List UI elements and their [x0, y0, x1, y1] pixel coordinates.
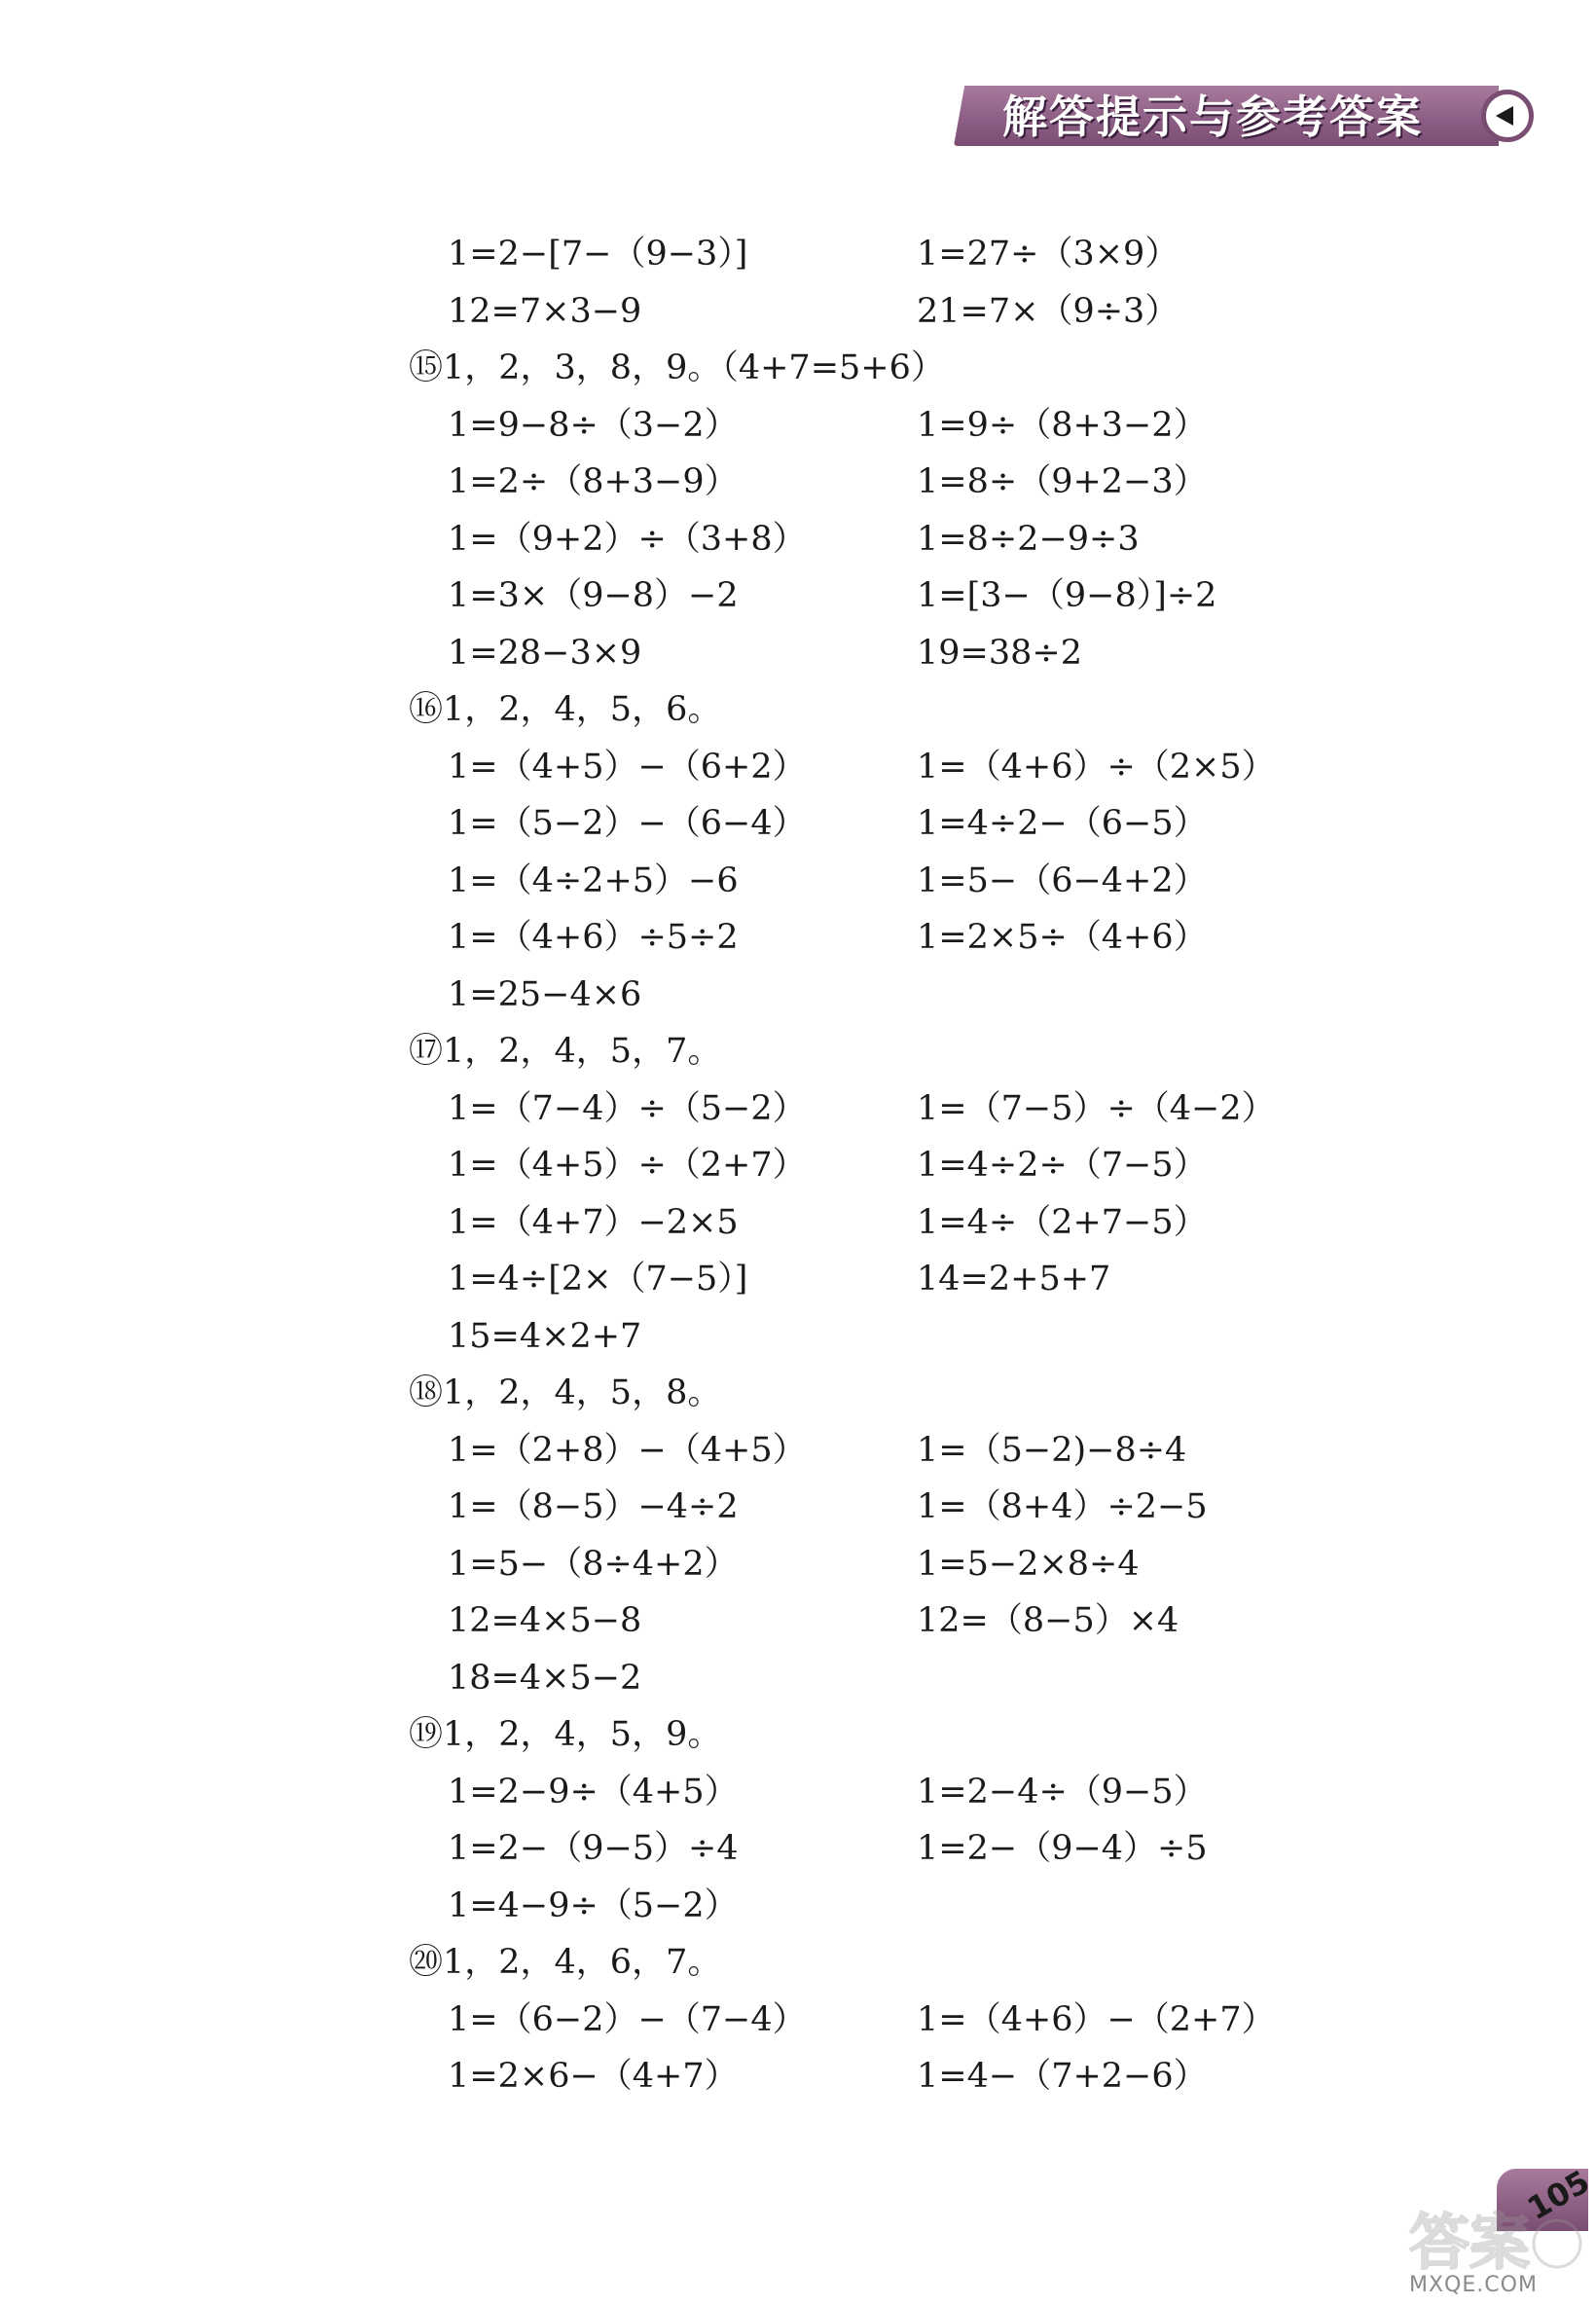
answer-left: 1=（5−2）−（6−4） [448, 804, 807, 843]
answer-row [409, 454, 1382, 511]
problem-heading [409, 1706, 1382, 1764]
answer-row [409, 853, 1382, 910]
answer-right: 12=（8−5）×4 [917, 1601, 1179, 1640]
answer-left: 1=2−[7−（9−3）] [448, 235, 748, 274]
answer-row [409, 1308, 1382, 1366]
answer-right: 1=（4+6）÷（2×5） [917, 747, 1276, 787]
answer-left: 1=（4+5）−（6+2） [448, 747, 807, 787]
answer-left: 1=4−9÷（5−2） [448, 1885, 739, 1925]
answer-right: 1=2−（9−4）÷5 [917, 1829, 1208, 1868]
answer-row [409, 511, 1382, 568]
answer-row [409, 1137, 1382, 1194]
answer-left: 15=4×2+7 [448, 1316, 642, 1356]
answer-left: 1=2×6−（4+7） [448, 2057, 739, 2096]
answer-row [409, 1820, 1382, 1878]
answer-left: 12=4×5−8 [448, 1601, 642, 1640]
answer-row [409, 909, 1382, 967]
answer-row [409, 1992, 1382, 2049]
answer-row [409, 1878, 1382, 1935]
answer-right: 1=4−（7+2−6） [917, 2057, 1208, 2096]
answer-left: 1=4÷[2×（7−5）] [448, 1260, 748, 1299]
answer-right: 1=5−2×8÷4 [917, 1544, 1140, 1584]
problem-title: ⑳1，2，4，6，7。 [409, 1943, 722, 1982]
watermark-text: MXQE.COM [1409, 2273, 1538, 2297]
answer-left: 1=（2+8）−（4+5） [448, 1430, 807, 1470]
problem-title: ⑮1，2，3，8，9。（4+7=5+6） [409, 348, 945, 387]
answer-row [409, 1536, 1382, 1593]
answer-right: 1=4÷2−（6−5） [917, 804, 1208, 843]
answer-row [409, 2048, 1382, 2105]
answer-row [409, 226, 1382, 283]
answer-left: 1=（4÷2+5）−6 [448, 860, 739, 900]
answer-right: 1=（8+4）÷2−5 [917, 1487, 1208, 1526]
problem-heading [409, 1023, 1382, 1080]
answer-right: 1=（7−5）÷（4−2） [917, 1088, 1276, 1128]
answer-right: 1=27÷（3×9） [917, 235, 1179, 274]
problem-title: ⑱1，2，4，5，8。 [409, 1373, 722, 1412]
svg-text:答案: 答案 [1409, 2207, 1531, 2278]
answer-row [409, 397, 1382, 455]
answer-left: 1=（7−4）÷（5−2） [448, 1088, 807, 1128]
problem-heading [409, 1365, 1382, 1422]
answer-left: 1=（4+7）−2×5 [448, 1202, 739, 1242]
answer-row [409, 567, 1382, 625]
answer-left: 12=7×3−9 [448, 291, 642, 331]
problem-heading [409, 340, 1382, 397]
page-number: 105 [1520, 2162, 1596, 2228]
answer-row [409, 1422, 1382, 1480]
answer-row [409, 739, 1382, 796]
problem-title: ⑰1，2，4，5，7。 [409, 1032, 722, 1071]
answer-left: 1=2−9÷（4+5） [448, 1772, 739, 1811]
answer-right: 1=4÷（2+7−5） [917, 1202, 1208, 1242]
answer-right: 1=5−（6−4+2） [917, 860, 1208, 900]
answer-right: 1=9÷（8+3−2） [917, 405, 1208, 445]
answer-left: 1=5−（8÷4+2） [448, 1544, 739, 1584]
answer-row [409, 1251, 1382, 1308]
answer-right: 1=（5−2)−8÷4 [917, 1430, 1187, 1470]
problem-heading [409, 681, 1382, 739]
problem-title: ⑯1，2，4，5，6。 [409, 690, 722, 729]
answer-left: 1=（4+5）÷（2+7） [448, 1146, 807, 1185]
answer-left: 1=28−3×9 [448, 633, 642, 673]
answer-right: 14=2+5+7 [917, 1260, 1111, 1299]
answer-right: 1=（4+6）−（2+7） [917, 1999, 1276, 2039]
answer-right: 21=7×（9÷3） [917, 291, 1179, 331]
answer-left: 1=（6−2）−（7−4） [448, 1999, 807, 2039]
answer-right: 1=8÷2−9÷3 [917, 519, 1140, 559]
answer-row [409, 1592, 1382, 1650]
answer-row [409, 1194, 1382, 1252]
back-arrow-icon [1481, 90, 1534, 142]
answer-left: 1=（9+2）÷（3+8） [448, 519, 807, 559]
answer-right: 1=4÷2÷（7−5） [917, 1146, 1208, 1185]
answer-left: 1=3×（9−8）−2 [448, 576, 739, 615]
answer-row [409, 1080, 1382, 1138]
answer-right: 1=2−4÷（9−5） [917, 1772, 1208, 1811]
problem-title: ⑲1，2，4，5，9。 [409, 1715, 722, 1754]
answer-right: 1=2×5÷（4+6） [917, 918, 1208, 957]
answer-right: 19=38÷2 [917, 633, 1082, 673]
answer-left: 18=4×5−2 [448, 1658, 642, 1698]
section-title: 解答提示与参考答案 [1002, 91, 1423, 143]
answer-row [409, 1650, 1382, 1707]
answer-left: 1=9−8÷（3−2） [448, 405, 739, 445]
problem-heading [409, 1934, 1382, 1992]
answer-row [409, 1764, 1382, 1821]
answer-row [409, 625, 1382, 682]
answer-row [409, 795, 1382, 853]
answer-row [409, 1479, 1382, 1536]
answer-left: 1=（8−5）−4÷2 [448, 1487, 739, 1526]
answer-left: 1=2−（9−5）÷4 [448, 1829, 739, 1868]
answer-left: 1=2÷（8+3−9） [448, 462, 739, 501]
answer-row [409, 283, 1382, 341]
answer-right: 1=[3−（9−8）]÷2 [917, 576, 1217, 615]
answer-left: 1=25−4×6 [448, 974, 642, 1014]
answer-left: 1=（4+6）÷5÷2 [448, 918, 739, 957]
answer-right: 1=8÷（9+2−3） [917, 462, 1208, 501]
answer-row [409, 967, 1382, 1024]
answer-content [409, 226, 1382, 2105]
